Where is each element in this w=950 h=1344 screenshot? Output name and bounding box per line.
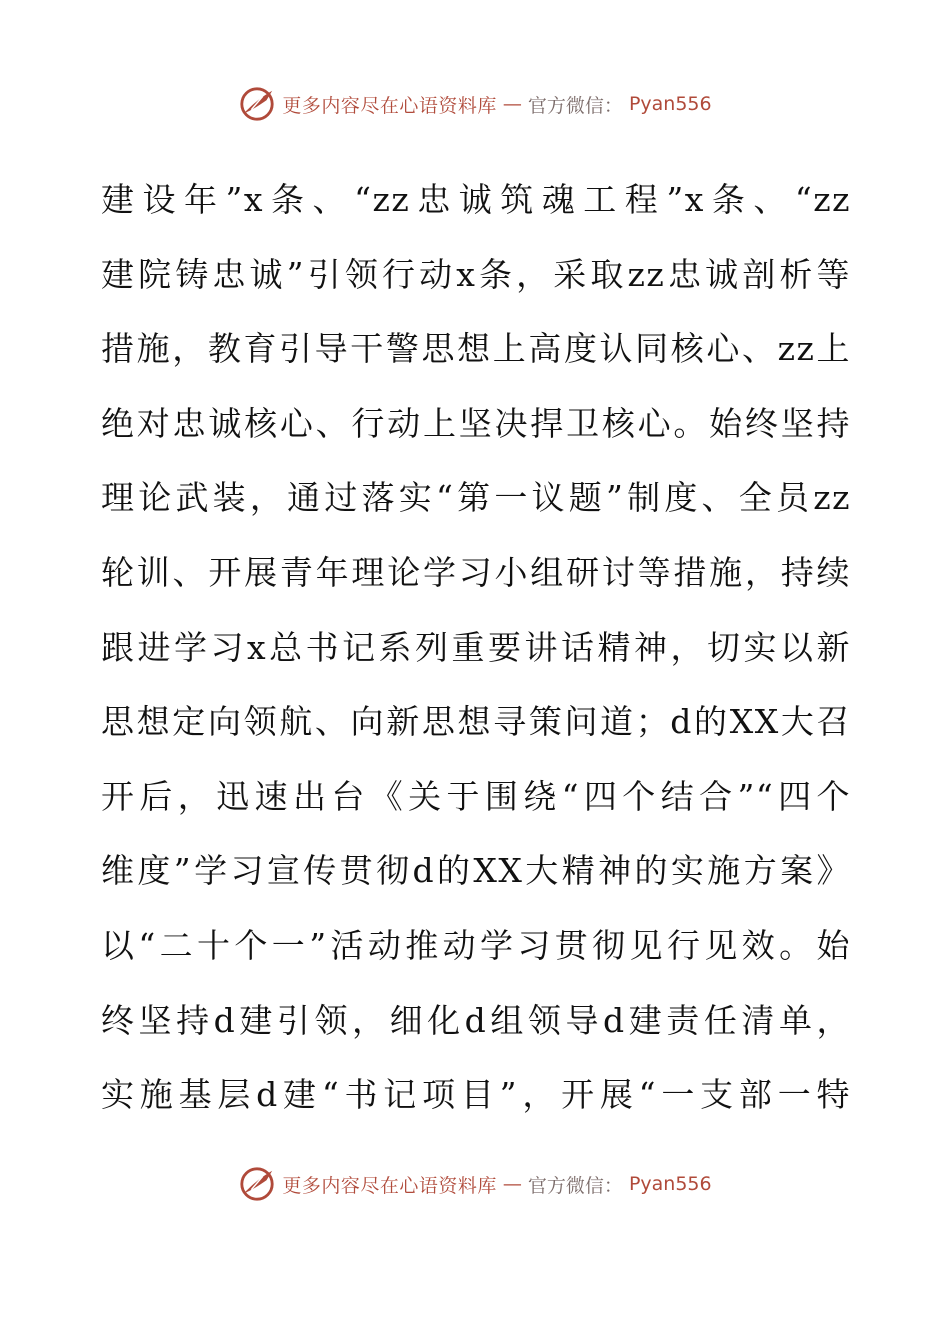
header-text: 更多内容尽在心语资料库 [282, 94, 497, 117]
footer-wechat-id: Pyan556 [628, 1173, 712, 1195]
body-line: 轮训、开展青年理论学习小组研讨等措施，持续 [101, 552, 851, 592]
body-line: 绝对忠诚核心、行动上坚决捍卫核心。始终坚持 [101, 403, 851, 443]
header-wechat-id: Pyan556 [628, 93, 712, 115]
body-line: 建设年”x条、“zz忠诚筑魂工程”x条、“zz [101, 180, 851, 219]
footer-wechat-label: 官方微信： [527, 1174, 623, 1197]
body-line: 思想定向领航、向新思想寻策问道；d的XX大召 [101, 702, 851, 742]
header-separator: — [502, 93, 522, 115]
body-line: 终坚持d建引领，细化d组领导d建责任清单， [101, 1000, 851, 1040]
body-line: 措施，教育引导干警思想上高度认同核心、zz上 [101, 329, 851, 369]
footer-separator: — [502, 1173, 522, 1195]
body-line: 跟进学习x总书记系列重要讲话精神，切实以新 [101, 627, 851, 667]
pen-logo-icon [238, 1165, 276, 1203]
footer-banner [0, 1162, 950, 1206]
header-banner [0, 82, 950, 126]
body-line: 实施基层d建“书记项目”，开展“一支部一特 [101, 1075, 851, 1115]
pen-logo-icon [238, 85, 276, 123]
body-line: 以“二十个一”活动推动学习贯彻见行见效。始 [101, 925, 851, 965]
header-wechat-label: 官方微信： [527, 94, 623, 117]
body-line: 维度”学习宣传贯彻d的XX大精神的实施方案》 [101, 851, 851, 891]
body-text [101, 163, 851, 1133]
body-line: 建院铸忠诚”引领行动x条，采取zz忠诚剖析等 [101, 254, 851, 294]
footer-text: 更多内容尽在心语资料库 [282, 1174, 497, 1197]
body-line: 理论武装，通过落实“第一议题”制度、全员zz [101, 478, 851, 518]
body-line: 开后，迅速出台《关于围绕“四个结合”“四个 [101, 776, 851, 816]
